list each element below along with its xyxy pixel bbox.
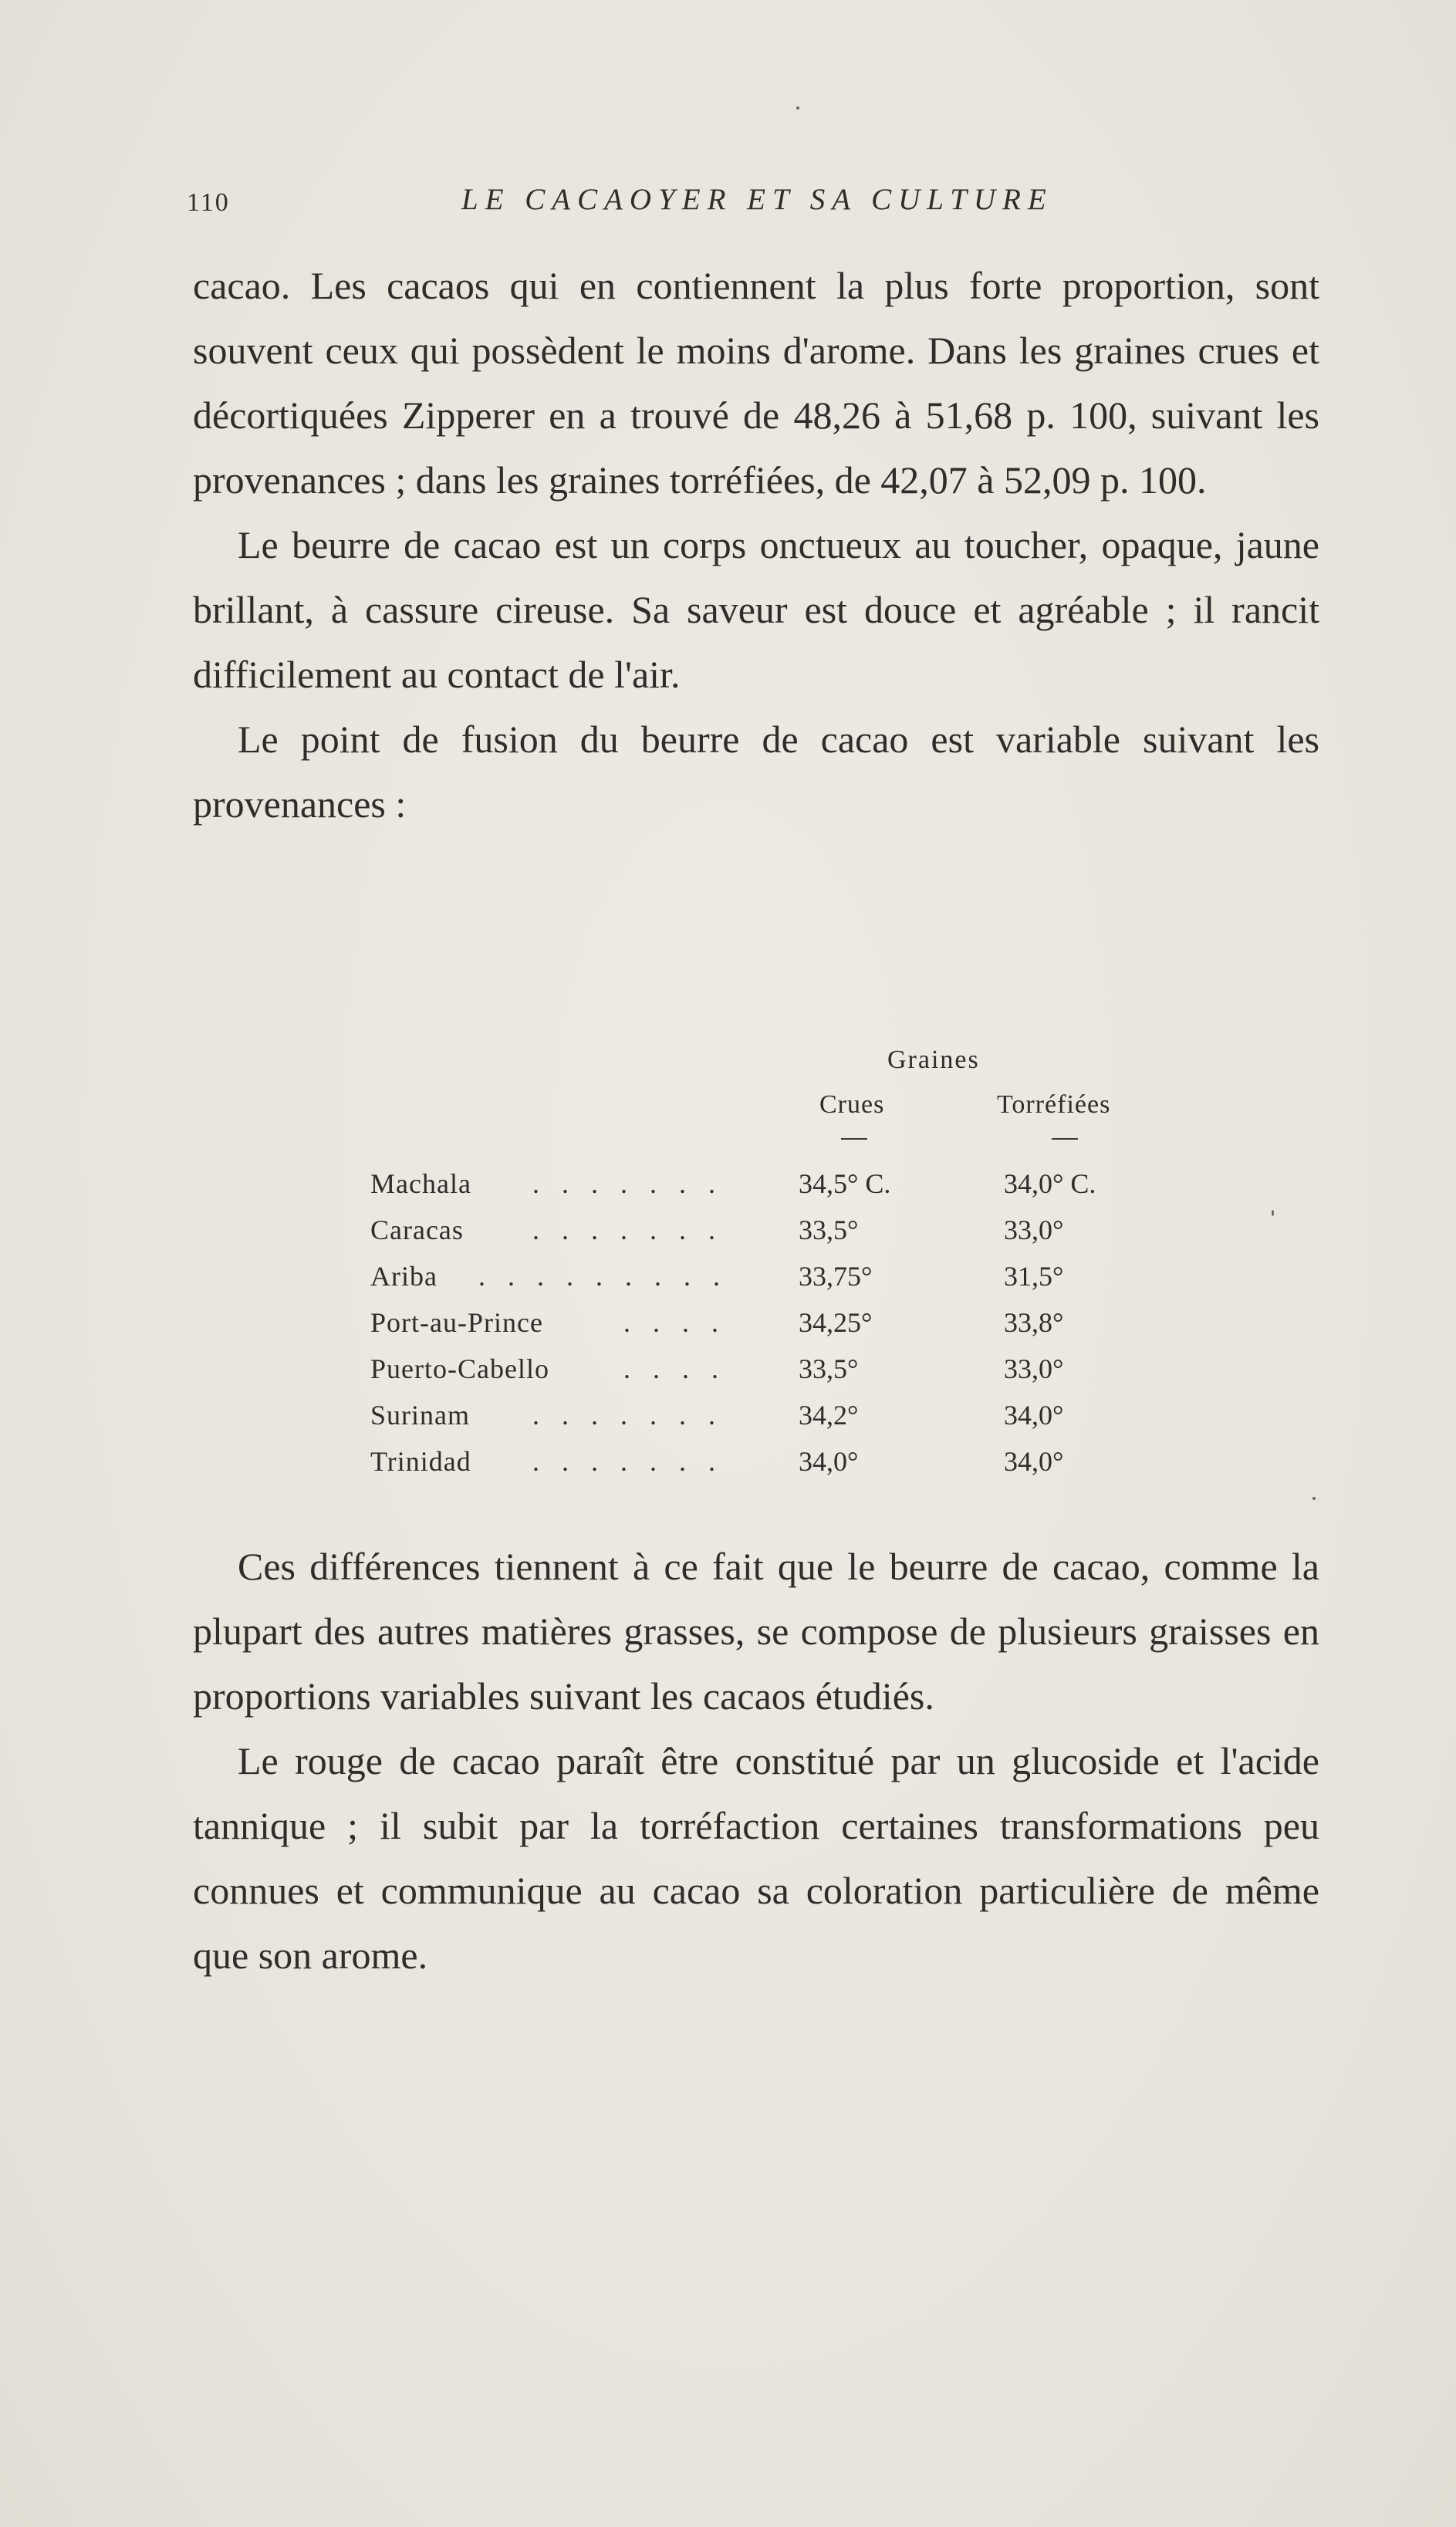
column-header-crues: Crues bbox=[819, 1090, 885, 1119]
origin-name: Machala bbox=[370, 1168, 471, 1199]
leader-dots: . . . . bbox=[623, 1307, 726, 1338]
table-row bbox=[370, 1353, 1188, 1399]
value-crues: 34,0° bbox=[799, 1446, 859, 1477]
paper-speck bbox=[1312, 1497, 1316, 1500]
table-row bbox=[370, 1445, 1188, 1492]
value-crues: 33,5° bbox=[799, 1215, 859, 1245]
paragraph: Ces différences tiennent à ce fait que le beurre de cacao, comme la plupart des autres matières grasses, se compose de plusieurs graisses en proportions variables suivant les cacaos étudiés. bbox=[193, 1545, 1319, 1718]
page-number: 110 bbox=[187, 188, 230, 217]
value-torrefiees: 31,5° bbox=[1004, 1261, 1064, 1292]
leader-dots: . . . . . . . bbox=[532, 1400, 723, 1431]
value-torrefiees: 33,0° bbox=[1004, 1353, 1064, 1384]
value-torrefiees: 34,0° bbox=[1004, 1446, 1064, 1477]
origin-name: Surinam bbox=[370, 1400, 470, 1431]
value-torrefiees: 33,8° bbox=[1004, 1307, 1064, 1338]
paper-speck bbox=[796, 106, 799, 110]
column-header-torrefiees: Torréfiées bbox=[997, 1090, 1111, 1119]
table-row bbox=[370, 1260, 1188, 1306]
origin-name: Ariba bbox=[370, 1261, 437, 1292]
paragraph: cacao. Les cacaos qui en contiennent la plus forte proportion, sont souvent ceux qui possèdent le moins d'arome. Dans les graines crues et décortiquées Zipperer en a trouvé de 48,26 à 51,68 p. 100, suivant les provenances ; dans les graines torréfiées, de 42,07 à 52,09 p. 100. bbox=[193, 264, 1319, 502]
paragraph: Le point de fusion du beurre de cacao est variable suivant les provenances : bbox=[193, 718, 1319, 826]
table-row bbox=[370, 1214, 1188, 1260]
table-row bbox=[370, 1167, 1188, 1214]
value-crues: 34,2° bbox=[799, 1400, 859, 1431]
origin-name: Puerto-Cabello bbox=[370, 1353, 549, 1384]
column-dash-crues bbox=[841, 1138, 867, 1140]
value-crues: 34,25° bbox=[799, 1307, 873, 1338]
value-torrefiees: 34,0° C. bbox=[1004, 1168, 1096, 1199]
value-crues: 33,75° bbox=[799, 1261, 873, 1292]
column-dash-torrefiees bbox=[1052, 1138, 1078, 1140]
origin-name: Caracas bbox=[370, 1215, 464, 1245]
body-text-top bbox=[193, 253, 1319, 836]
table-group-header: Graines bbox=[887, 1046, 980, 1074]
page-header bbox=[187, 182, 1097, 228]
paragraph: Le beurre de cacao est un corps onctueux au toucher, opaque, jaune brillant, à cassure cireuse. Sa saveur est douce et agréable ; il rancit difficilement au contact de l'air. bbox=[193, 523, 1319, 696]
table-row bbox=[370, 1399, 1188, 1445]
origin-name: Trinidad bbox=[370, 1446, 471, 1477]
body-text-bottom bbox=[193, 1534, 1319, 1988]
melting-point-table bbox=[370, 1046, 1188, 1493]
running-title: LE CACAOYER ET SA CULTURE bbox=[461, 183, 1053, 216]
origin-name: Port-au-Prince bbox=[370, 1307, 543, 1338]
leader-dots: . . . . bbox=[623, 1353, 726, 1384]
table-row bbox=[370, 1306, 1188, 1353]
leader-dots: . . . . . . . . . bbox=[478, 1261, 728, 1292]
value-torrefiees: 33,0° bbox=[1004, 1215, 1064, 1245]
value-crues: 34,5° C. bbox=[799, 1168, 891, 1199]
leader-dots: . . . . . . . bbox=[532, 1168, 723, 1199]
leader-dots: . . . . . . . bbox=[532, 1446, 723, 1477]
paragraph: Le rouge de cacao paraît être constitué par un glucoside et l'acide tannique ; il subit par la torréfaction certaines transformations peu connues et communique au cacao sa coloration particulière de même que son arome. bbox=[193, 1739, 1319, 1977]
table-rows bbox=[370, 1167, 1188, 1492]
leader-dots: . . . . . . . bbox=[532, 1215, 723, 1245]
value-crues: 33,5° bbox=[799, 1353, 859, 1384]
paper-speck bbox=[1272, 1210, 1274, 1216]
value-torrefiees: 34,0° bbox=[1004, 1400, 1064, 1431]
